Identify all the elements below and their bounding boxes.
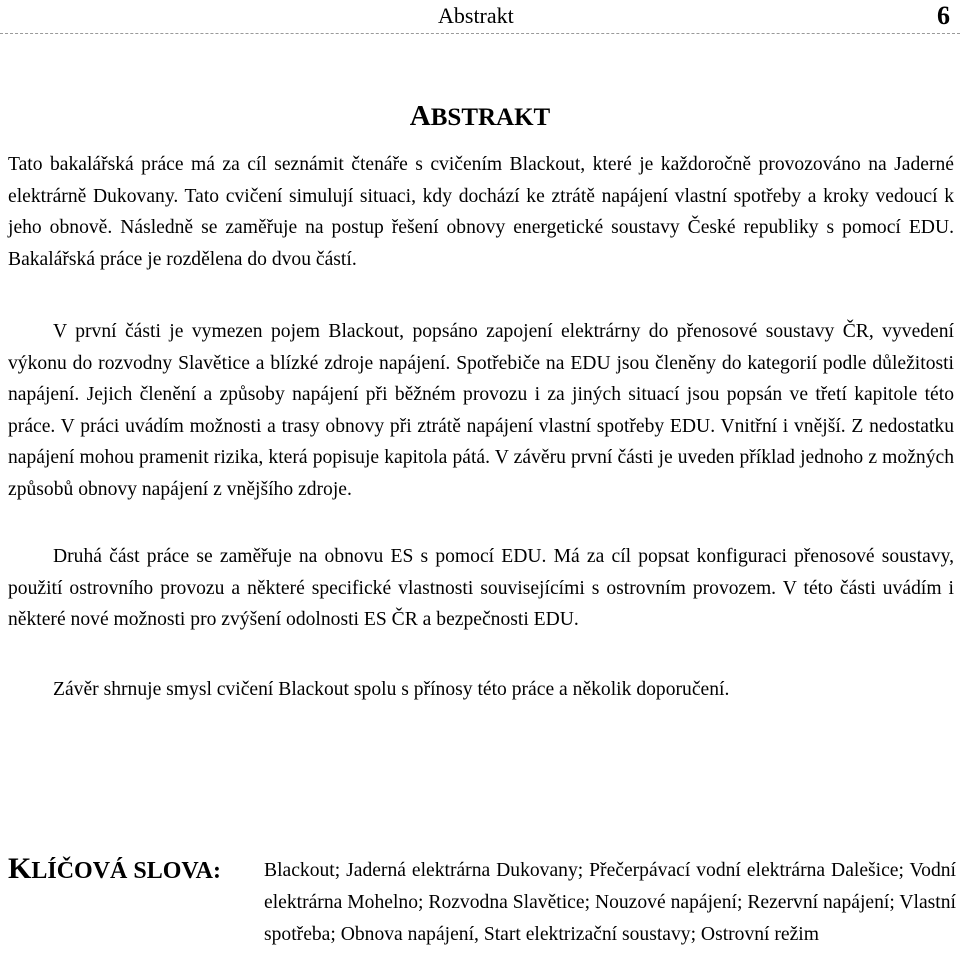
keywords-label: [8, 852, 221, 886]
abstract-heading-initial: A: [409, 100, 431, 132]
keywords-label-initial: K: [8, 852, 32, 885]
abstract-heading: [0, 100, 960, 133]
abstract-paragraph-1: Tato bakalářská práce má za cíl seznámit čtenáře s cvičením Blackout, které je každoročně provozováno na Jaderné elektrárně Dukovany. Tato cvičení simulují situaci, kdy dochází ke ztrátě napájení vlastní spotřeby a kroky vedoucí k jeho obnově. Následně se zaměřuje na postup řešení obnovy energetické soustavy České republiky s pomocí EDU. Bakalářská práce je rozdělena do dvou částí.: [8, 154, 954, 270]
abstract-paragraph-4: Závěr shrnuje smysl cvičení Blackout spolu s přínosy této práce a několik doporučení.: [53, 679, 730, 700]
keywords-label-rest: LÍČOVÁ SLOVA:: [31, 858, 221, 884]
abstract-paragraph-3: Druhá část práce se zaměřuje na obnovu ES s pomocí EDU. Má za cíl popsat konfiguraci přenosové soustavy, použití ostrovního provozu a některé specifické vlastnosti souvisejícími s ostrovním provozem. V této části uvádím i některé nové možnosti pro zvýšení odolnosti ES ČR a bezpečnosti EDU.: [8, 546, 954, 630]
abstract-heading-rest: BSTRAKT: [430, 104, 551, 131]
keywords-list: Blackout; Jaderná elektrárna Dukovany; Přečerpávací vodní elektrárna Dalešice; Vodní elektrárna Mohelno; Rozvodna Slavětice; Nouzové napájení; Rezervní napájení; Vlastní spotřeba; Obnova napájení, Start elektrizační soustavy; Ostrovní režim: [264, 860, 956, 945]
page-number: 6: [937, 1, 950, 30]
page-header: [0, 0, 960, 34]
header-title: Abstrakt: [438, 3, 514, 28]
abstract-paragraph-2: V první části je vymezen pojem Blackout, popsáno zapojení elektrárny do přenosové soustavy ČR, vyvedení výkonu do rozvodny Slavětice a blízké zdroje napájení. Spotřebiče na EDU jsou členěny do kategorií podle důležitosti napájení. Jejich členění a způsoby napájení při běžném provozu i za jiných situací jsou popsán ve třetí kapitole této práce. V práci uvádím možnosti a trasy obnovy při ztrátě napájení vlastní spotřeby EDU. Vnitřní i vnější. Z nedostatku napájení mohou pramenit rizika, která popisuje kapitola pátá. V závěru první části je uveden příklad jednoho z možných způsobů obnovy napájení z vnějšího zdroje.: [8, 321, 954, 500]
